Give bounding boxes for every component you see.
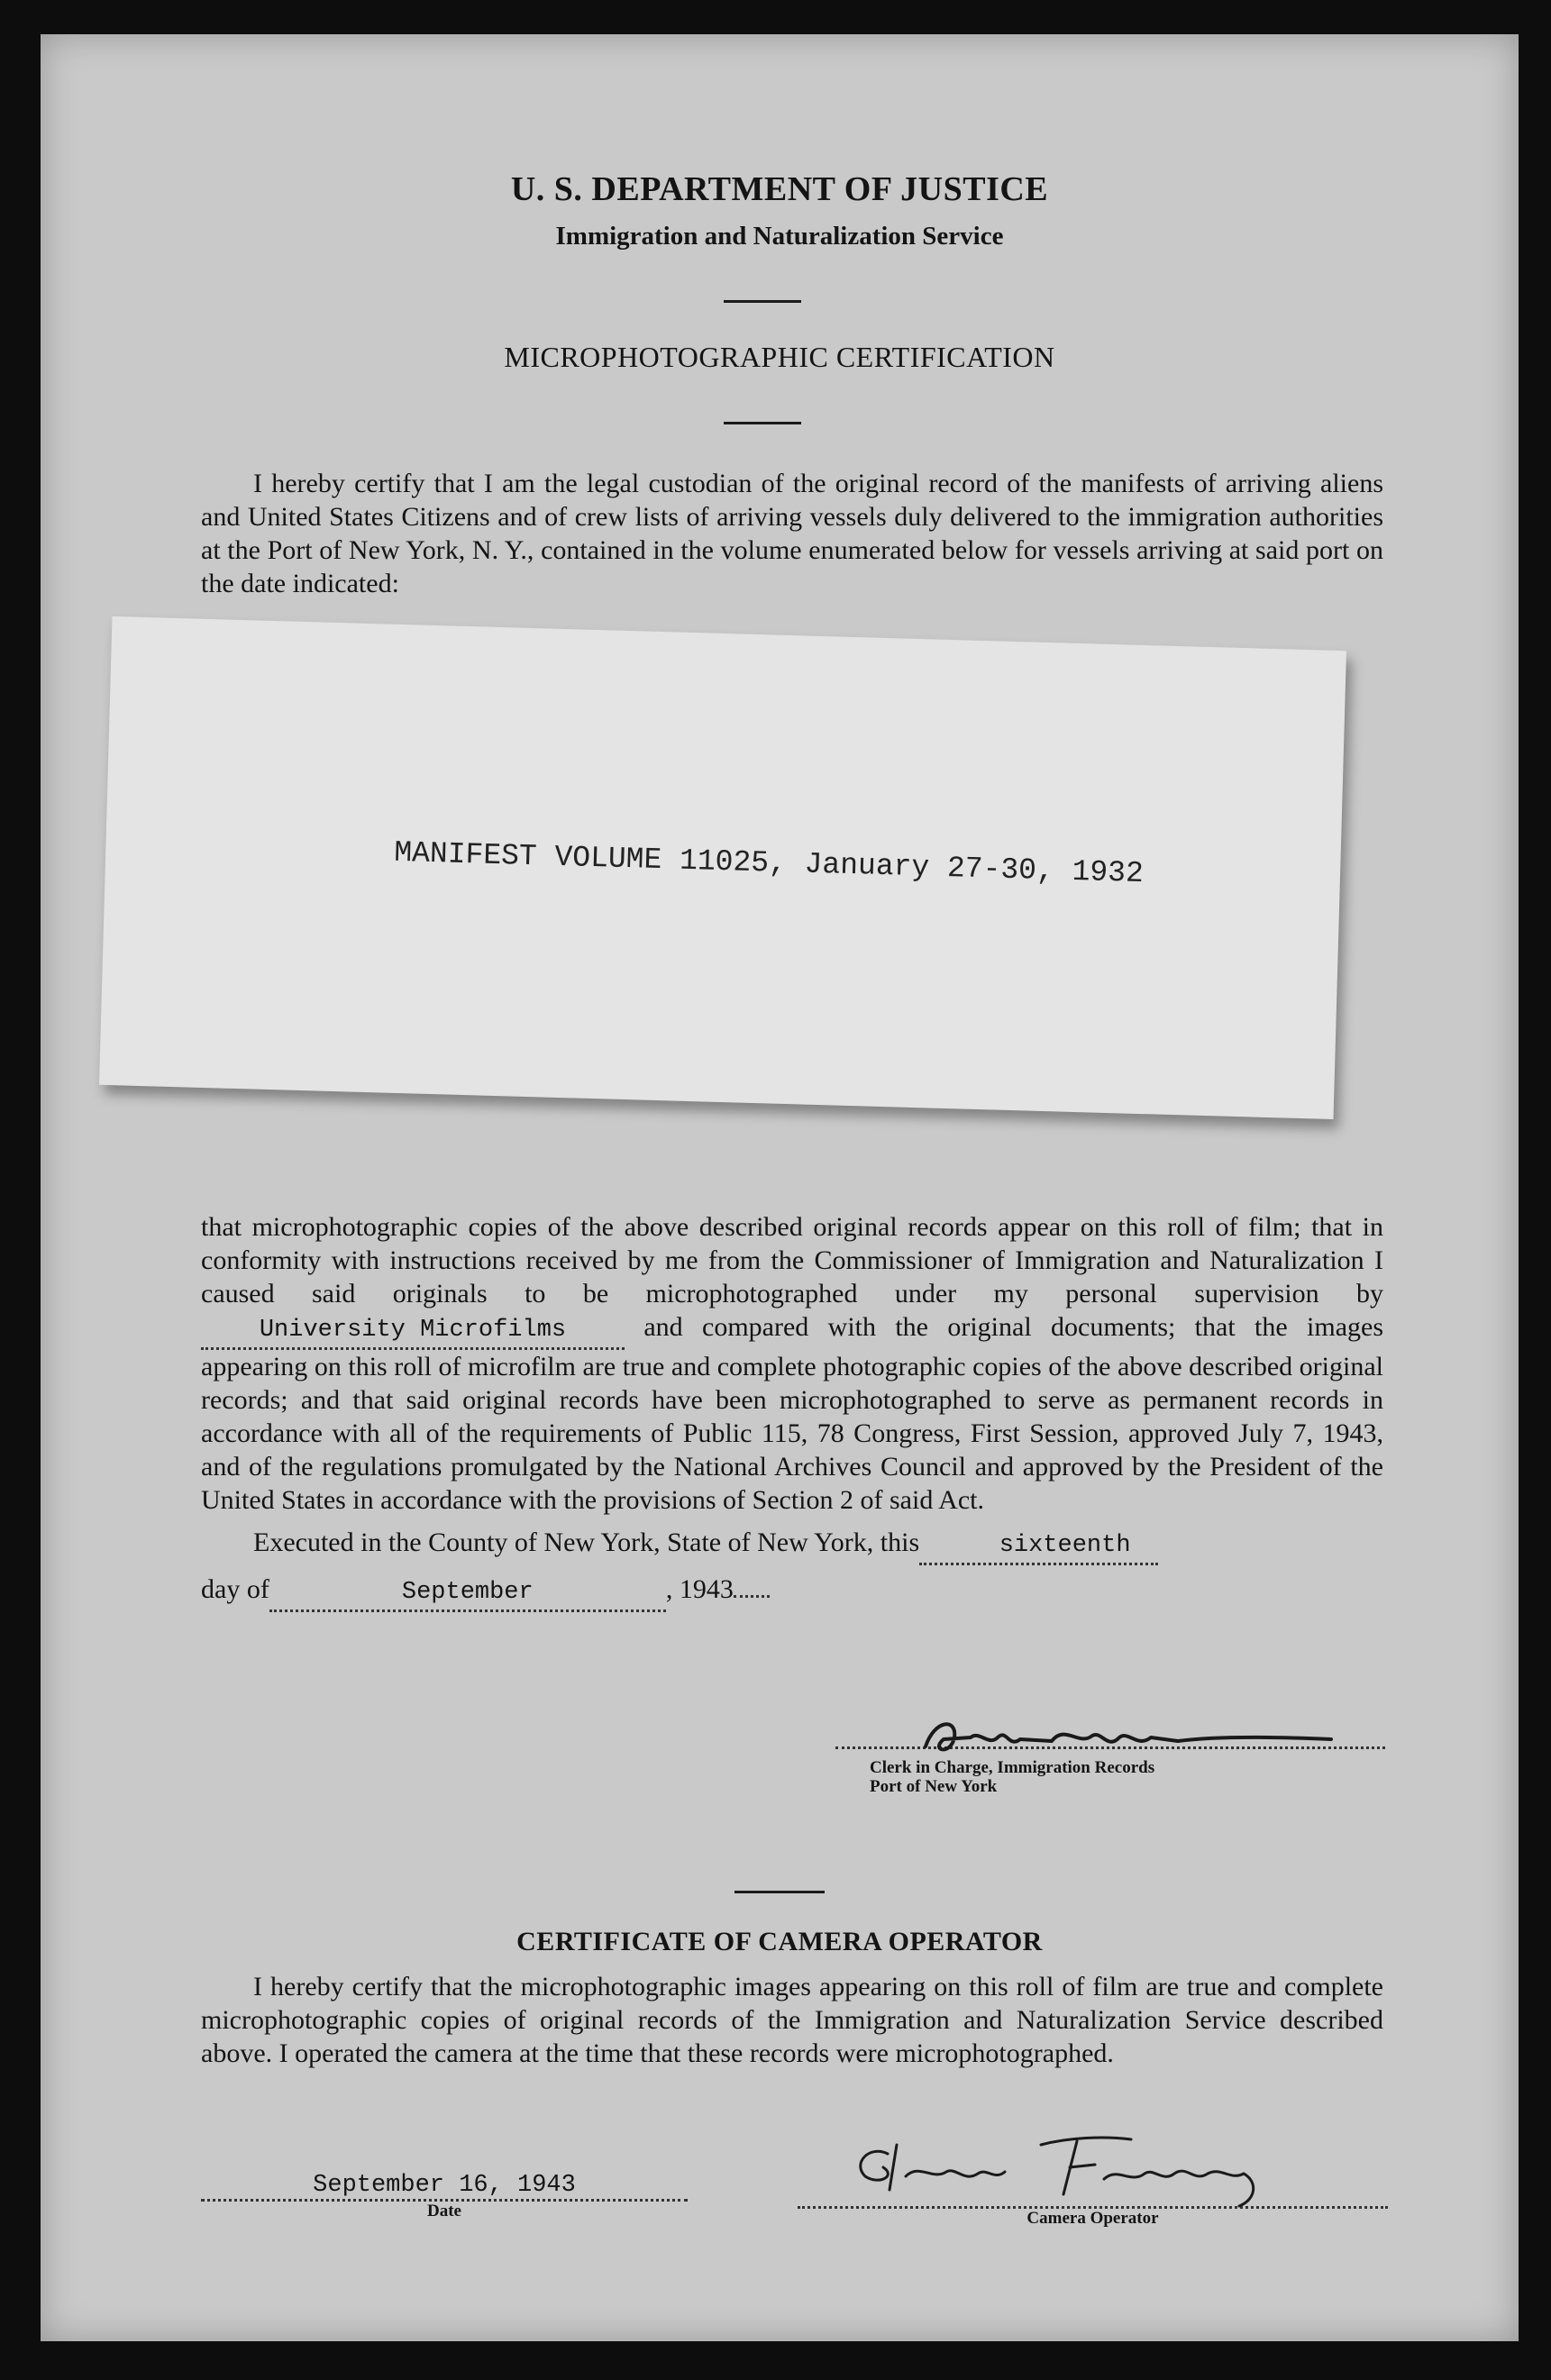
service-subheading: Immigration and Naturalization Service: [555, 222, 1004, 251]
dot-leader: [734, 1595, 770, 1598]
operator-signature-label: Camera Operator: [1026, 2209, 1159, 2228]
clerk-caption-line1: Clerk in Charge, Immigration Records: [870, 1758, 1155, 1777]
body-text-part1: that microphotographic copies of the above described original records appear on this roll of film; that in conformity with instructions received by me from the Commissioner of Immigration and Naturalization I caused said originals to be microphotographed under my personal supervision by: [201, 1212, 1383, 1309]
certification-title: MICROPHOTOGRAPHIC CERTIFICATION: [504, 341, 1055, 373]
year-prefix: , 194: [665, 1574, 720, 1604]
divider: [724, 422, 801, 424]
operator-signature-field: [798, 2172, 1388, 2229]
divider: [734, 1891, 825, 1893]
operator-date-value: September 16, 1943: [201, 2172, 688, 2202]
clerk-signature-block: [835, 1746, 1385, 1796]
day-field: sixteenth: [919, 1529, 1158, 1565]
executed-text: Executed in the County of New York, State of New York, this: [253, 1527, 920, 1557]
camera-operator-statement: I hereby certify that the microphotographic images appearing on this roll of film are true and complete microphotographic copies of original records of the Immigration and Naturalization Service described above. I operated the camera at the time that these records were microphotographed.: [201, 1972, 1383, 2068]
clerk-signature: [908, 1710, 1358, 1764]
certificate-sheet: [41, 34, 1519, 2341]
year-digit: 3: [719, 1574, 734, 1604]
operator-signature: [834, 2127, 1302, 2208]
operator-date-field: [201, 2172, 688, 2221]
intro-paragraph: I hereby certify that I am the legal custodian of the original record of the manifests of arriving aliens and United States Citizens and of crew lists of arriving vessels duly delivered to the immigration authorities at the Port of New York, N. Y., contained in the volume enumerated below for vessels arriving at said port on the date indicated:: [201, 469, 1383, 598]
day-of-label: day of: [201, 1574, 269, 1604]
supervisor-field: University Microfilms: [201, 1314, 625, 1350]
month-field: September: [269, 1576, 666, 1612]
camera-operator-title: CERTIFICATE OF CAMERA OPERATOR: [516, 1927, 1043, 1956]
manifest-volume-text: MANIFEST VOLUME 11025, January 27-30, 1932: [393, 835, 1145, 891]
operator-date-label: Date: [427, 2202, 461, 2220]
executed-line: [201, 1526, 1383, 1565]
body-text-part2: and compared with the original documents; that the images appearing on this roll of microfilm are true and complete photographic copies of the above described original records; and that said original records have been microphotographed to serve as permanent records in accordance with all of the requirements of Public 115, 78 Congress, First Session, approved July 7, 1943, and of the regulations promulgated by the National Archives Council and approved by the President of the United States in accordance with the provisions of Section 2 of said Act.: [201, 1312, 1383, 1515]
divider: [724, 300, 801, 303]
date-line: [201, 1573, 1383, 1612]
certification-body: [201, 1210, 1383, 1612]
manifest-volume-card: [99, 616, 1346, 1119]
clerk-caption-line2: Port of New York: [870, 1777, 998, 1796]
department-heading: U. S. DEPARTMENT OF JUSTICE: [510, 170, 1049, 208]
